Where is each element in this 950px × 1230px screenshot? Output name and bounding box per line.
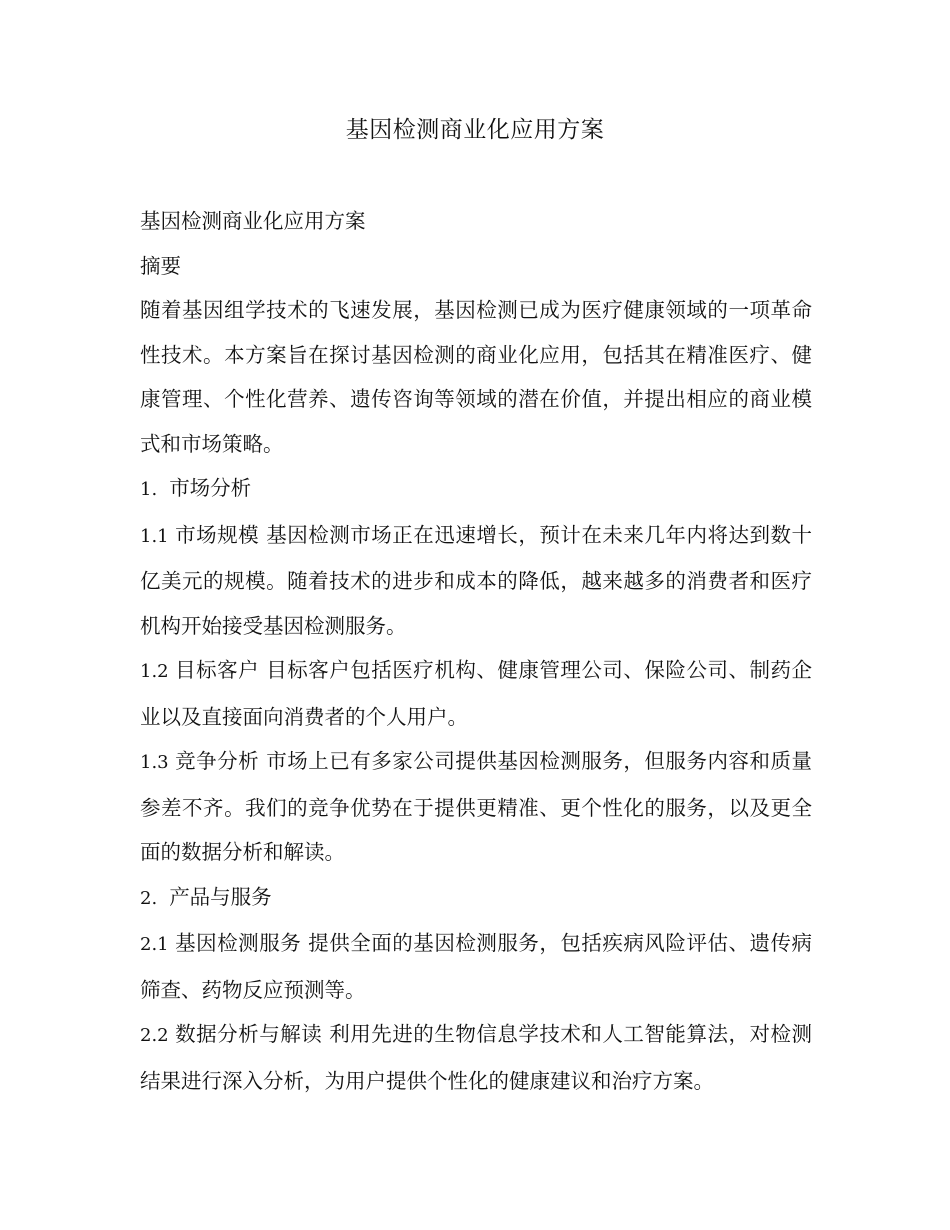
subsection-number: 1.1 bbox=[140, 525, 169, 547]
subsection-heading: 竞争分析 bbox=[174, 749, 260, 773]
section-heading bbox=[140, 466, 812, 513]
subsection-text: 提供全面的基因检测服务，包括疾病风险评估、遗传病筛查、药物反应预测等。 bbox=[140, 931, 812, 1002]
subsection-heading: 基因检测服务 bbox=[174, 931, 302, 955]
document-subtitle: 基因检测商业化应用方案 bbox=[140, 209, 366, 233]
subsection-number: 1.3 bbox=[140, 752, 169, 773]
subsection-text: 利用先进的生物信息学技术和人工智能算法，对检测结果进行深入分析，为用户提供个性化的健康建议和治疗方案。 bbox=[140, 1022, 812, 1093]
abstract-paragraph: 随着基因组学技术的飞速发展，基因检测已成为医疗健康领域的一项革命性技术。本方案旨在探讨基因检测的商业化应用，包括其在精准医疗、健康管理、个性化营养、遗传咨询等领域的潜在价值，并提出相应的商业模式和市场策略。 bbox=[140, 298, 812, 456]
subsection-number: 2.2 bbox=[140, 1025, 169, 1046]
subsection-paragraph bbox=[140, 921, 812, 1012]
document-title: 基因检测商业化应用方案 bbox=[345, 117, 605, 143]
subsection-paragraph bbox=[140, 648, 812, 739]
subsection-heading: 市场规模 bbox=[174, 522, 260, 547]
section-title: 产品与服务 bbox=[169, 884, 272, 909]
section-number: 2. bbox=[140, 887, 158, 909]
subsection-number: 2.1 bbox=[140, 934, 169, 955]
section-number: 1. bbox=[140, 479, 158, 500]
subsection-text: 基因检测市场正在迅速增长，预计在未来几年内将达到数十亿美元的规模。随着技术的进步和成本的降低，越来越多的消费者和医疗机构开始接受基因检测服务。 bbox=[140, 522, 812, 638]
section-heading bbox=[140, 875, 812, 922]
subsection-text: 目标客户包括医疗机构、健康管理公司、保险公司、制药企业以及直接面向消费者的个人用户。 bbox=[140, 658, 812, 729]
subsection-heading: 目标客户 bbox=[174, 658, 260, 682]
section-title: 市场分析 bbox=[169, 476, 252, 500]
subsection-heading: 数据分析与解读 bbox=[174, 1022, 323, 1046]
subsection-text: 市场上已有多家公司提供基因检测服务，但服务内容和质量参差不齐。我们的竞争优势在于提供更精准、更个性化的服务，以及更全面的数据分析和解读。 bbox=[140, 749, 812, 864]
abstract-heading: 摘要 bbox=[140, 253, 181, 278]
document-body bbox=[140, 199, 812, 1103]
subsection-paragraph bbox=[140, 739, 812, 875]
subsection-number: 1.2 bbox=[140, 661, 169, 682]
subsection-paragraph bbox=[140, 513, 812, 649]
subsection-paragraph bbox=[140, 1012, 812, 1103]
